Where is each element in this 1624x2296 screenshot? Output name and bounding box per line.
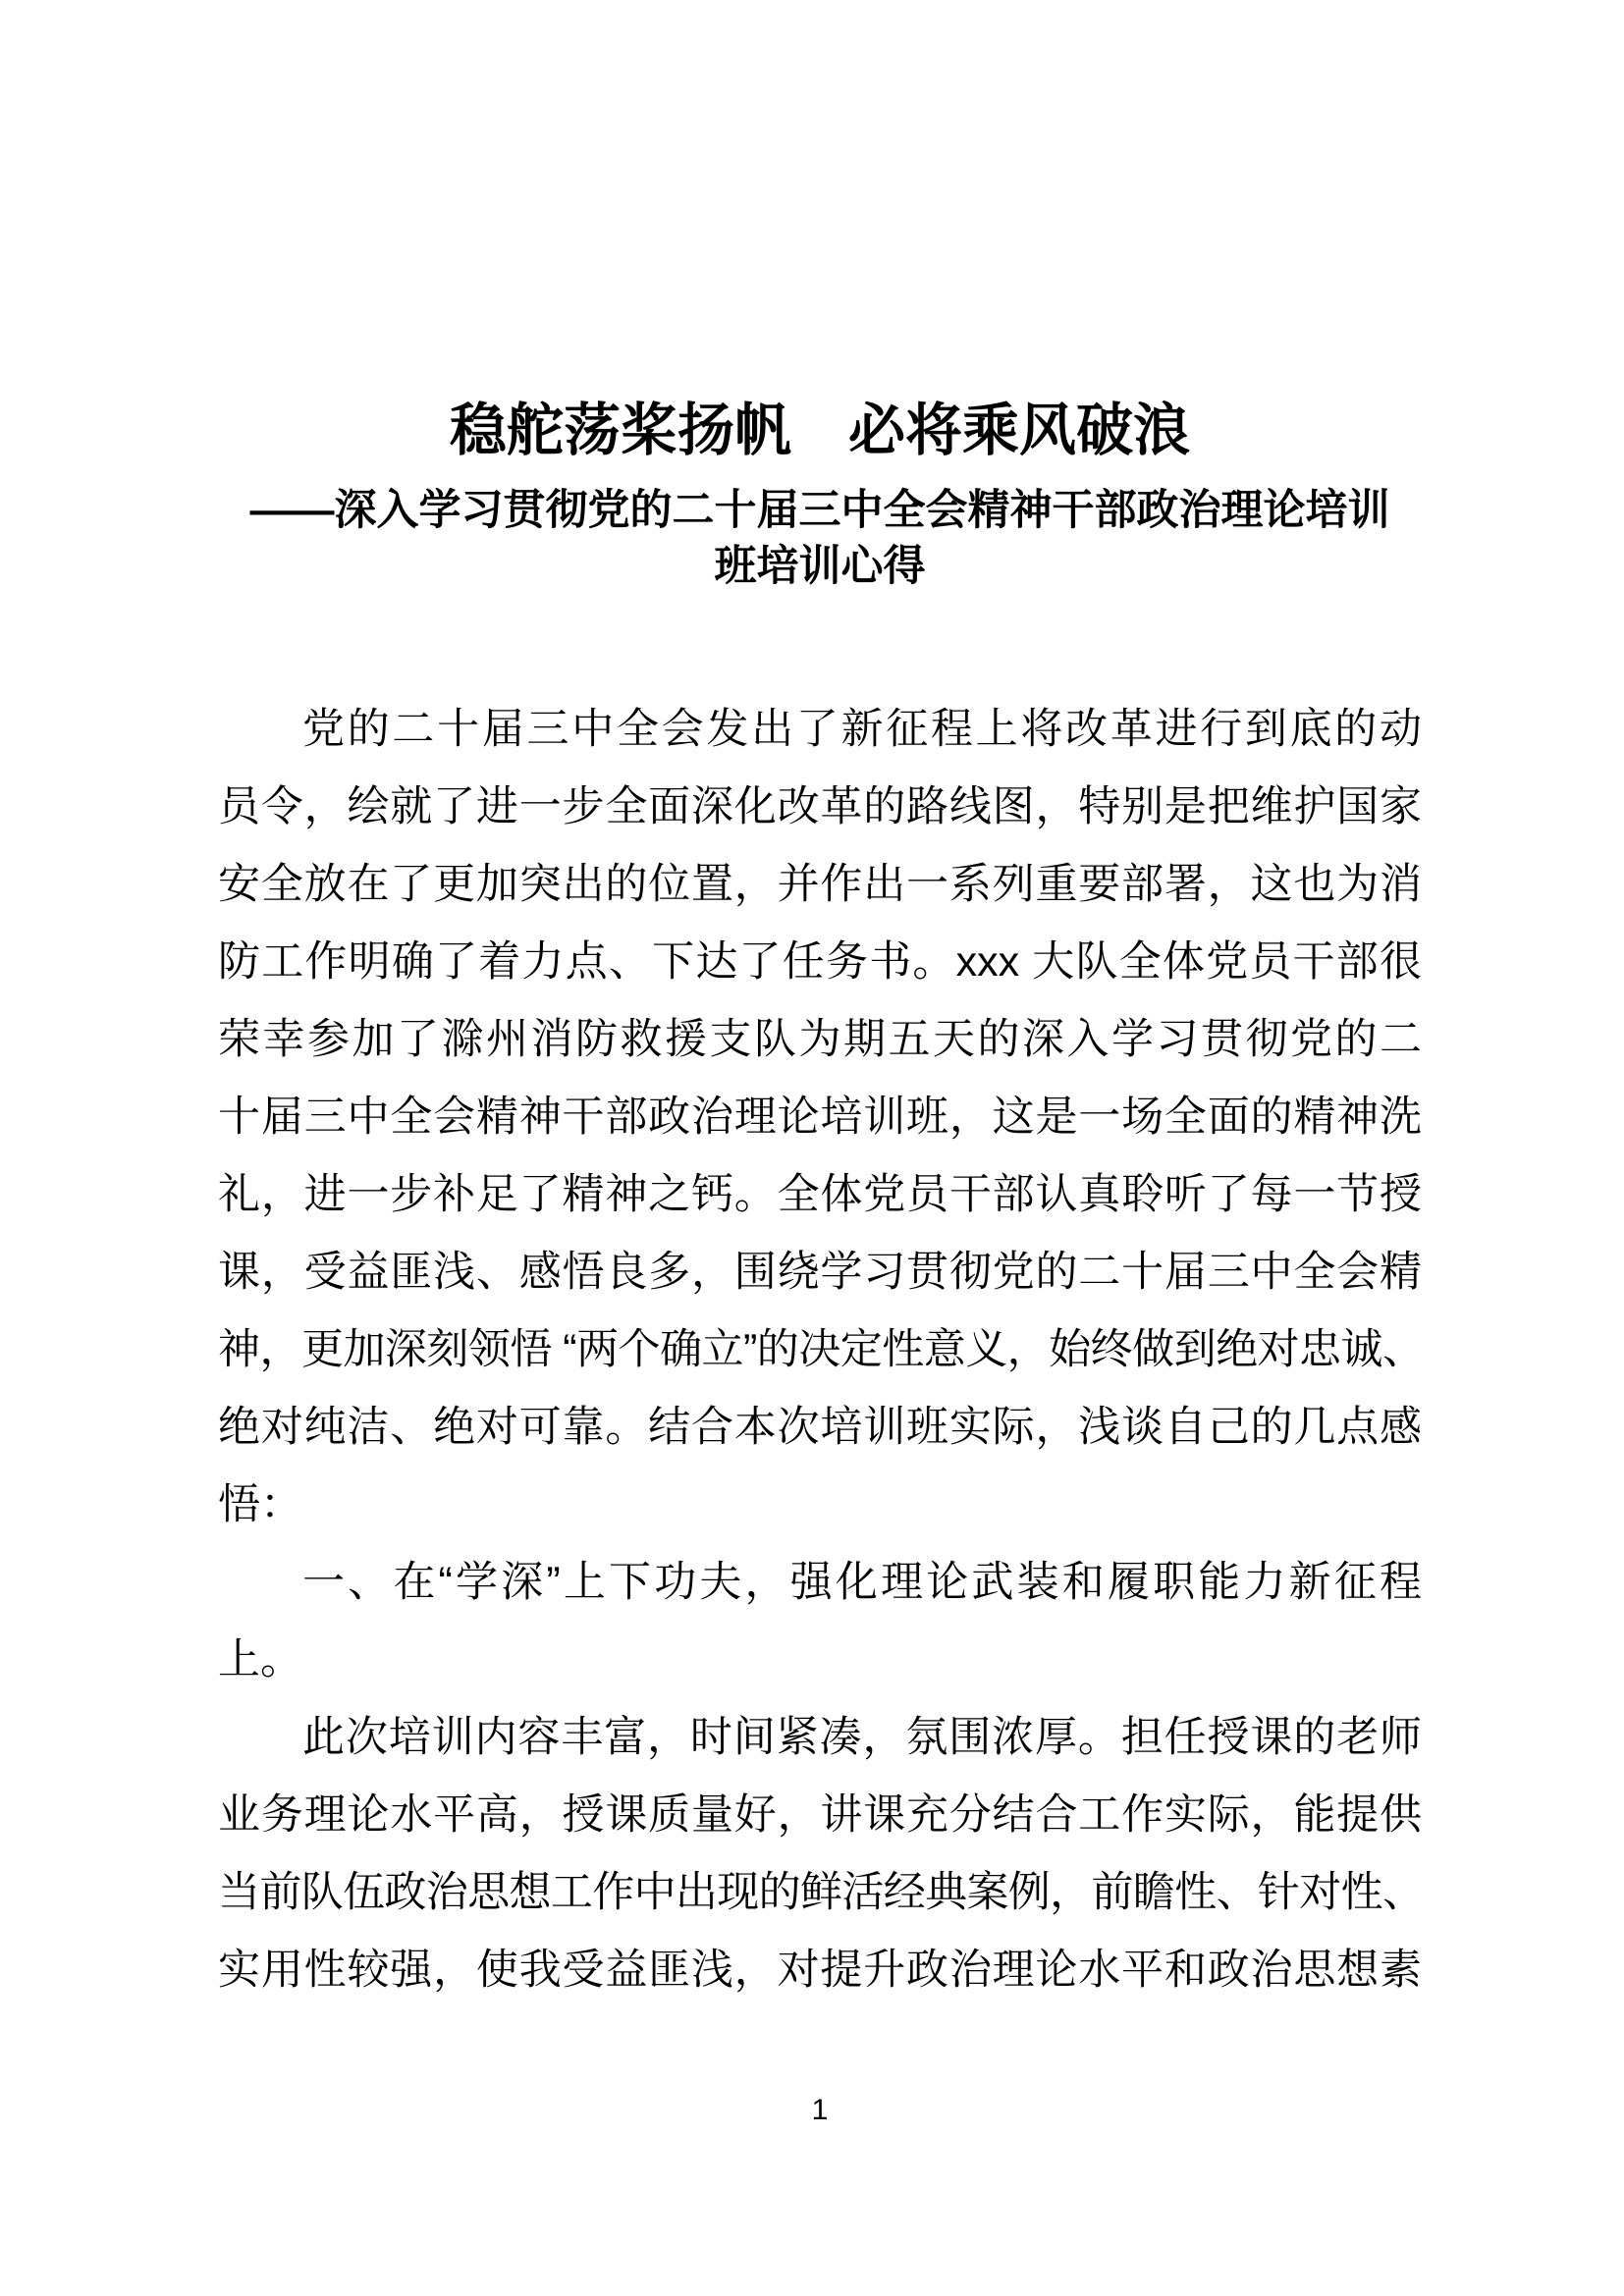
text-line: 十届三中全会精神干部政治理论培训班，这是一场全面的精神洗	[218, 1094, 1422, 1141]
text-line: 安全放在了更加突出的位置，并作出一系列重要部署，这也为消	[218, 861, 1422, 908]
subtitle-line-1: ——深入学习贯彻党的二十届三中全会精神干部政治理论培训	[249, 487, 1390, 534]
text-line: 实用性较强，使我受益匪浅，对提升政治理论水平和政治思想素	[218, 1947, 1422, 1994]
text-line: 荣幸参加了滁州消防救援支队为期五天的深入学习贯彻党的二	[218, 1016, 1422, 1063]
paragraph-3	[218, 1699, 1422, 2009]
text-line: 业务理论水平高，授课质量好，讲课充分结合工作实际，能提供	[218, 1791, 1422, 1839]
text-line: 当前队伍政治思想工作中出现的鲜活经典案例，前瞻性、针对性、	[218, 1869, 1422, 1916]
text-line: 绝对纯洁、绝对可靠。结合本次培训班实际，浅谈自己的几点感	[218, 1404, 1422, 1451]
text-line: 上。	[218, 1636, 302, 1683]
text-line: 员令，绘就了进一步全面深化改革的路线图，特别是把维护国家	[218, 783, 1422, 830]
document-subtitle	[218, 483, 1422, 595]
document-content	[218, 0, 1422, 2127]
paragraph-1	[218, 691, 1422, 1544]
paragraph-2-heading	[218, 1544, 1422, 1699]
text-line: 此次培训内容丰富，时间紧凑，氛围浓厚。担任授课的老师	[302, 1714, 1422, 1761]
text-line: 悟：	[218, 1481, 302, 1528]
page-number: 1	[811, 2094, 829, 2126]
document-body	[218, 691, 1422, 2009]
document-title: 稳舵荡桨扬帆 必将乘风破浪	[449, 399, 1190, 462]
text-line: 神，更加深刻领悟 “两个确立”的决定性意义，始终做到绝对忠诚、	[218, 1326, 1422, 1373]
text-line: 一、在“学深”上下功夫，强化理论武装和履职能力新征程	[302, 1559, 1422, 1606]
text-line: 党的二十届三中全会发出了新征程上将改革进行到底的动	[302, 706, 1422, 753]
text-line: 课，受益匪浅、感悟良多，围绕学习贯彻党的二十届三中全会精	[218, 1249, 1422, 1296]
subtitle-line-2: 班培训心得	[714, 543, 926, 590]
text-line: 礼，进一步补足了精神之钙。全体党员干部认真聆听了每一节授	[218, 1171, 1422, 1218]
text-line: 防工作明确了着力点、下达了任务书。xxx 大队全体党员干部很	[218, 938, 1422, 986]
